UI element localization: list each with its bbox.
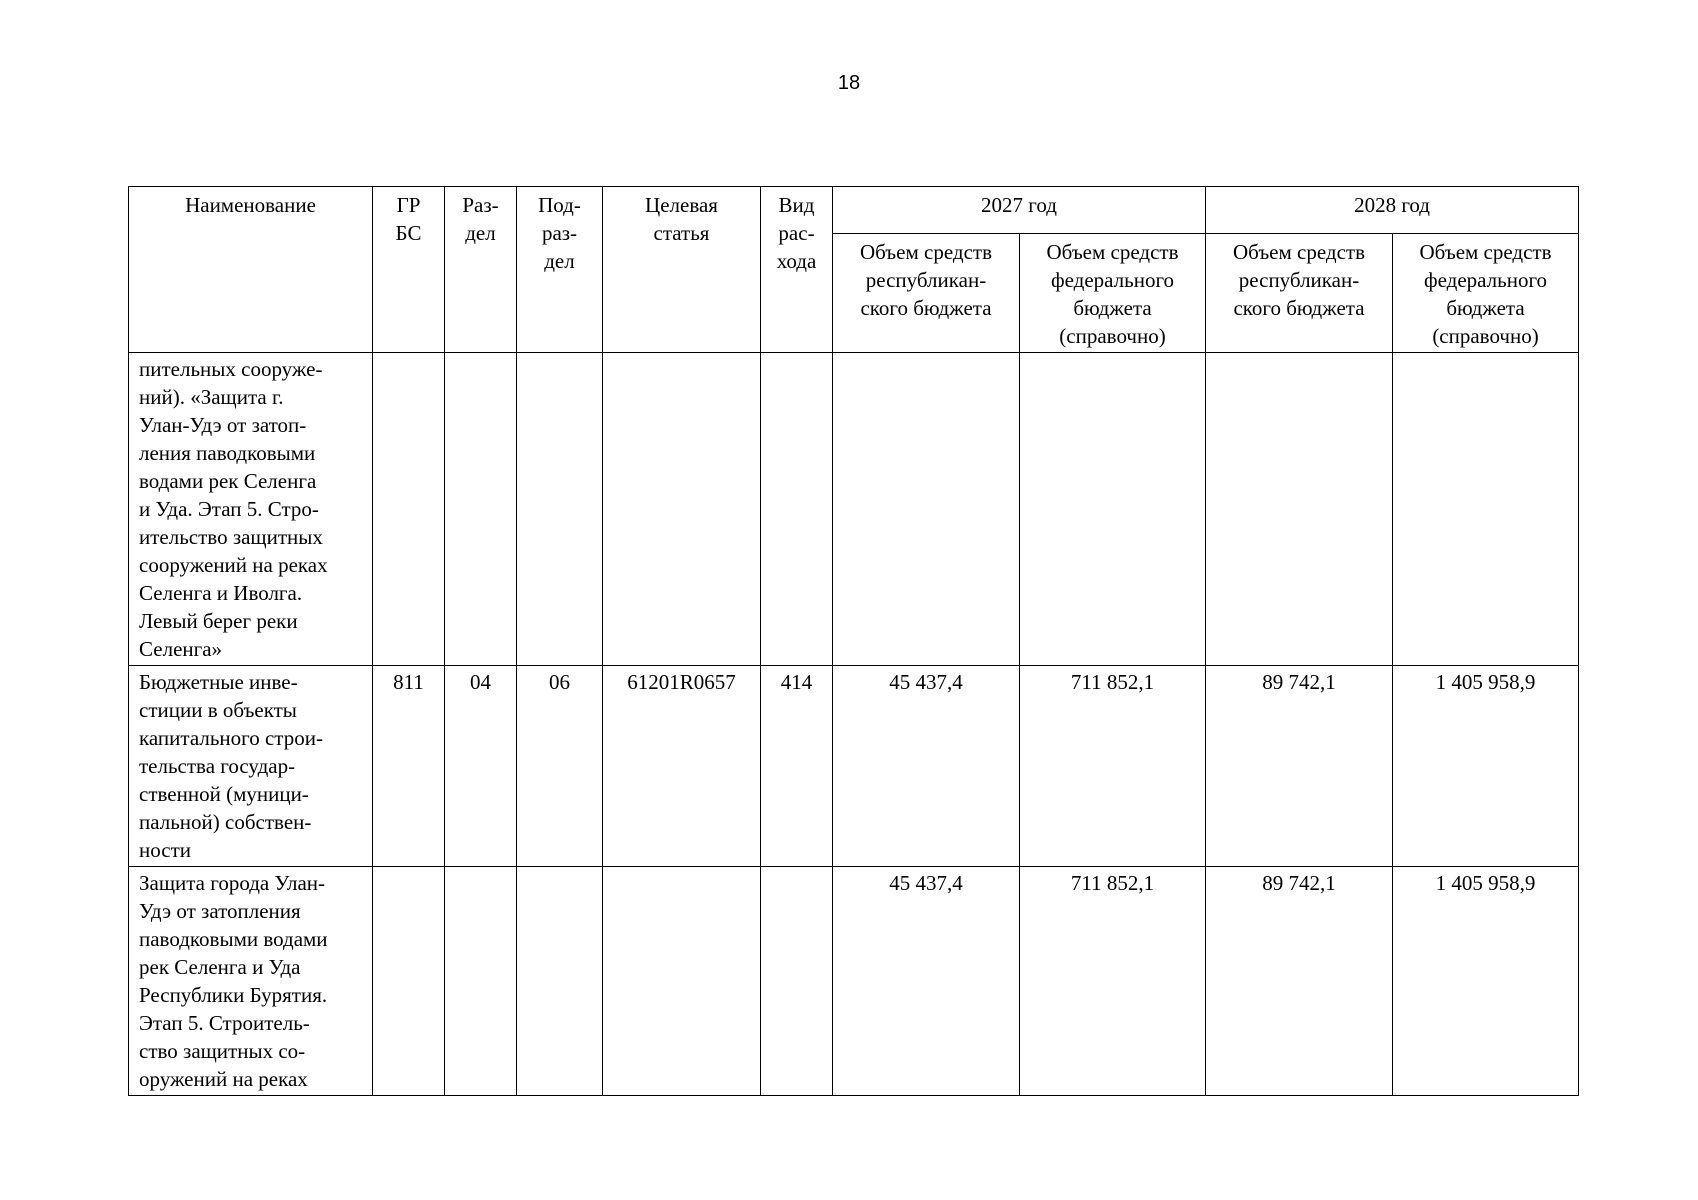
cell-name: пительных сооруже- ний). «Защита г. Улан-Удэ от затоп- ления паводковыми водами рек Селенга и Уда. Этап 5. Стро- ительство защитных сооружений на реках Селенга и Иволга. Левый берег реки Селенга»	[129, 353, 373, 666]
header-2027-republican: Объем средств республикан- ского бюджета	[833, 234, 1020, 353]
cell-razdel	[445, 353, 517, 666]
cell-podrazdel	[517, 867, 603, 1096]
cell-2027-federal: 711 852,1	[1020, 867, 1206, 1096]
cell-2028-federal	[1393, 353, 1579, 666]
header-2028-federal: Объем средств федерального бюджета (справочно)	[1393, 234, 1579, 353]
header-2027-federal: Объем средств федерального бюджета (справочно)	[1020, 234, 1206, 353]
cell-2028-republican: 89 742,1	[1206, 867, 1393, 1096]
cell-2027-federal: 711 852,1	[1020, 666, 1206, 867]
cell-podrazdel	[517, 353, 603, 666]
cell-2027-republican: 45 437,4	[833, 666, 1020, 867]
cell-grbs	[373, 867, 445, 1096]
header-name: Наименование	[129, 187, 373, 353]
cell-razdel	[445, 867, 517, 1096]
header-year-2028: 2028 год	[1206, 187, 1579, 234]
table-row	[129, 666, 1579, 867]
cell-razdel: 04	[445, 666, 517, 867]
cell-celevaya-statya	[603, 353, 761, 666]
header-grbs: ГР БС	[373, 187, 445, 353]
header-podrazdel: Под- раз- дел	[517, 187, 603, 353]
header-razdel: Раз- дел	[445, 187, 517, 353]
header-2028-republican: Объем средств республикан- ского бюджета	[1206, 234, 1393, 353]
cell-2028-republican	[1206, 353, 1393, 666]
header-vid-rashoda: Вид рас- хода	[761, 187, 833, 353]
cell-2027-federal	[1020, 353, 1206, 666]
cell-celevaya-statya	[603, 867, 761, 1096]
cell-celevaya-statya: 61201R0657	[603, 666, 761, 867]
cell-vid-rashoda	[761, 353, 833, 666]
cell-vid-rashoda	[761, 867, 833, 1096]
header-celevaya-statya: Целевая статья	[603, 187, 761, 353]
page-number: 18	[837, 72, 861, 94]
header-row-top	[129, 187, 1579, 234]
table-row	[129, 353, 1579, 666]
cell-name: Защита города Улан- Удэ от затопления паводковыми водами рек Селенга и Уда Республики Бурятия. Этап 5. Строитель- ство защитных со- оружений на реках	[129, 867, 373, 1096]
cell-name: Бюджетные инве- стиции в объекты капитального строи- тельства государ- ственной (муници- пальной) собствен- ности	[129, 666, 373, 867]
cell-2028-republican: 89 742,1	[1206, 666, 1393, 867]
budget-table	[128, 186, 1579, 1096]
cell-grbs: 811	[373, 666, 445, 867]
cell-podrazdel: 06	[517, 666, 603, 867]
cell-vid-rashoda: 414	[761, 666, 833, 867]
cell-2028-federal: 1 405 958,9	[1393, 867, 1579, 1096]
cell-2027-republican: 45 437,4	[833, 867, 1020, 1096]
cell-grbs	[373, 353, 445, 666]
cell-2028-federal: 1 405 958,9	[1393, 666, 1579, 867]
table-row	[129, 867, 1579, 1096]
header-year-2027: 2027 год	[833, 187, 1206, 234]
cell-2027-republican	[833, 353, 1020, 666]
